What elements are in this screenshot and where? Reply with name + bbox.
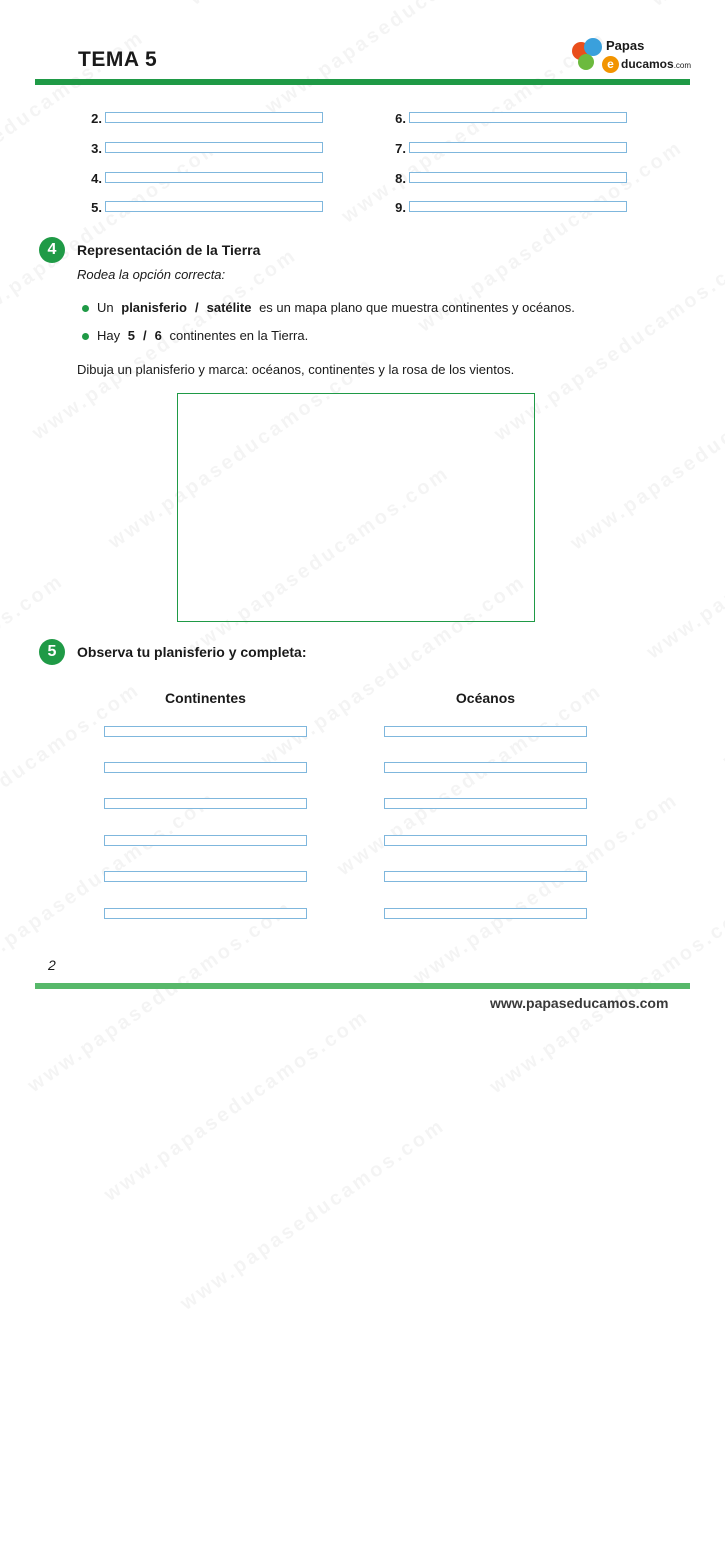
logo-text-papas: Papas [606, 38, 645, 53]
line-number: 5. [91, 200, 102, 215]
oceanos-header: Océanos [455, 690, 516, 706]
line-number: 9. [395, 200, 406, 215]
line-number: 4. [91, 171, 102, 186]
ocean-line[interactable] [384, 835, 587, 846]
logo-e-icon: e [602, 56, 619, 73]
answer-line-9[interactable] [409, 201, 627, 212]
line-number: 6. [395, 111, 406, 126]
drawing-box[interactable] [177, 393, 535, 622]
bullet-dot [82, 305, 89, 312]
option-5[interactable]: 5 [127, 328, 135, 343]
answer-line-7[interactable] [409, 142, 627, 153]
logo-face-icon [578, 54, 594, 70]
continent-line[interactable] [104, 835, 307, 846]
ocean-line[interactable] [384, 762, 587, 773]
draw-instruction: Dibuja un planisferio y marca: océanos, continentes y la rosa de los vientos. [77, 362, 515, 377]
answer-line-8[interactable] [409, 172, 627, 183]
continentes-header: Continentes [165, 690, 246, 706]
line-number: 8. [395, 171, 406, 186]
section-5-badge: 5 [39, 639, 65, 665]
ocean-line[interactable] [384, 871, 587, 882]
answer-line-3[interactable] [105, 142, 323, 153]
option-planisferio[interactable]: planisferio [121, 300, 187, 315]
line-number: 2. [91, 111, 102, 126]
bullet-2: Hay 5 / 6 continentes en la Tierra. [97, 328, 309, 343]
page-number: 2 [48, 957, 56, 973]
answer-line-5[interactable] [105, 201, 323, 212]
continent-line[interactable] [104, 762, 307, 773]
section-4-title: Representación de la Tierra [77, 242, 261, 258]
page-title: TEMA 5 [78, 48, 158, 71]
bullet-dot [82, 333, 89, 340]
answer-line-4[interactable] [105, 172, 323, 183]
papaseducamos-logo[interactable] [570, 36, 700, 80]
continent-line[interactable] [104, 871, 307, 882]
footer-url-link[interactable]: www.papaseducamos.com [490, 995, 669, 1011]
option-satelite[interactable]: satélite [206, 300, 252, 315]
section-5-title: Observa tu planisferio y completa: [77, 644, 307, 660]
answer-line-6[interactable] [409, 112, 627, 123]
line-number: 7. [395, 141, 406, 156]
line-number: 3. [91, 141, 102, 156]
continent-line[interactable] [104, 908, 307, 919]
ocean-line[interactable] [384, 798, 587, 809]
continent-line[interactable] [104, 798, 307, 809]
header-divider [35, 79, 690, 85]
section-4-badge: 4 [39, 237, 65, 263]
ocean-line[interactable] [384, 908, 587, 919]
answer-line-2[interactable] [105, 112, 323, 123]
footer-divider [35, 983, 690, 989]
continent-line[interactable] [104, 726, 307, 737]
section-4-instruction: Rodea la opción correcta: [77, 267, 226, 282]
logo-text-ducamos: ducamos.com [621, 57, 692, 71]
option-6[interactable]: 6 [154, 328, 162, 343]
ocean-line[interactable] [384, 726, 587, 737]
bullet-1: Un planisferio / satélite es un mapa plano que muestra continentes y océanos. [97, 300, 575, 315]
